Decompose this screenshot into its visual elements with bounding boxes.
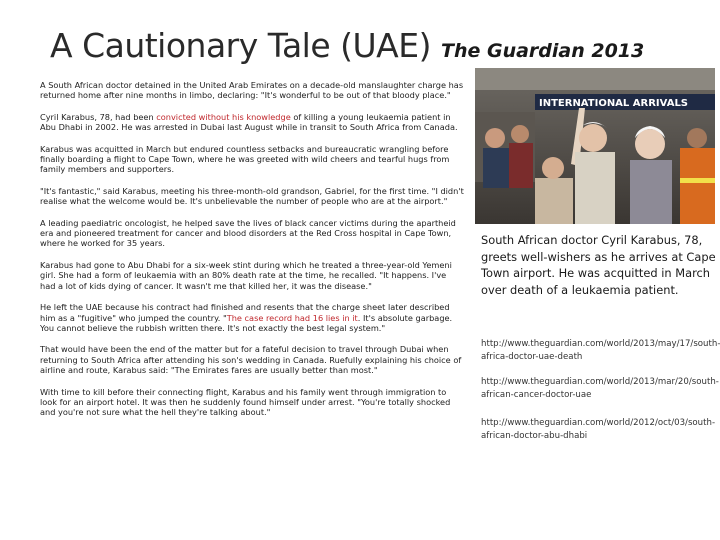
slide-title xyxy=(50,26,710,65)
article-paragraph: That would have been the end of the matter but for a fateful decision to travel through Dubai when returning to South Africa after attending his son's wedding in Canada. Ruefully explaining his choice of airline and route, Karabus said: "The Emirates fares are usually better than most." xyxy=(40,344,462,376)
source-link-3[interactable]: http://www.theguardian.com/world/2012/oct/03/south-african-doctor-abu-dhabi xyxy=(481,418,716,441)
article-paragraph xyxy=(40,302,464,333)
news-photo xyxy=(475,68,715,224)
source-link-1[interactable]: http://www.theguardian.com/world/2013/may/17/south-africa-doctor-uae-death xyxy=(481,339,720,362)
paragraph-text: Cyril Karabus, 78, had been xyxy=(40,111,157,122)
convicted-link[interactable]: convicted without his knowledge xyxy=(156,111,291,122)
source-label: The Guardian 2013 xyxy=(440,40,645,62)
article-paragraph: A leading paediatric oncologist, he helped save the lives of black cancer victims during the apartheid era and pioneered treatment for cancer and blood disorders at the Red Cross hospital in Cape Town, where he worked for 35 years. xyxy=(40,217,456,249)
paragraph-text: . It's absolute garbage. You cannot believe the rubbish written there. It's not exactly the best legal system." xyxy=(40,312,453,333)
article-paragraph: Karabus was acquitted in March but endured countless setbacks and bureaucratic wrangling before finally boarding a flight to Cape Town, where he was greeted with wild cheers and tearful hugs from family members and supporters. xyxy=(40,143,450,175)
paragraph-text: of killing a young leukaemia patient in Abu Dhabi in 2002. He was arrested in Dubai last August while in transit to South Africa from Canada. xyxy=(40,111,458,133)
slide-heading: A Cautionary Tale (UAE) xyxy=(50,26,431,65)
photo-caption: South African doctor Cyril Karabus, 78, greets well-wishers as he arrives at Cape Town airport. He was acquitted in March over death of a leukaemia patient. xyxy=(481,233,716,297)
case-record-link[interactable]: The case record had 16 lies in it xyxy=(226,312,358,323)
article-paragraph: With time to kill before their connecting flight, Karabus and his family went through immigration to look for an airport hotel. It was then he suddenly found himself under arrest. "You're totally shocked and you're not sure what the hell they're talking about." xyxy=(40,386,451,418)
arrivals-sign: INTERNATIONAL ARRIVALS xyxy=(539,98,689,109)
article-paragraph: "It's fantastic," said Karabus, meeting his three-month-old grandson, Gabriel, for the first time. "I didn't realise what the welcome would be. It's unbelievable the number of people who are at the airport." xyxy=(40,185,464,207)
airport-arrival-illustration xyxy=(475,68,715,224)
article-paragraph xyxy=(40,112,464,133)
article-paragraph: Karabus had gone to Abu Dhabi for a six-week stint during which he treated a three-year-old Yemeni girl. She had a form of leukaemia with an 80% death rate at the time, he recalled. "It happens. I've had a lot of kids dying of cancer. It wasn't me that killed her, it was the disease." xyxy=(40,259,452,291)
paragraph-text: He left the UAE because his contract had finished and resents that the charge sheet later described him as a "fugitive" who jumped the country. " xyxy=(40,302,450,323)
source-link-2[interactable]: http://www.theguardian.com/world/2013/mar/20/south-african-cancer-doctor-uae xyxy=(481,377,719,400)
article-paragraph: A South African doctor detained in the United Arab Emirates on a decade-old manslaughter charge has returned home after nine months in limbo, declaring: "It's wonderful to be out of that bloody place." xyxy=(40,80,464,101)
article-body xyxy=(40,80,464,429)
